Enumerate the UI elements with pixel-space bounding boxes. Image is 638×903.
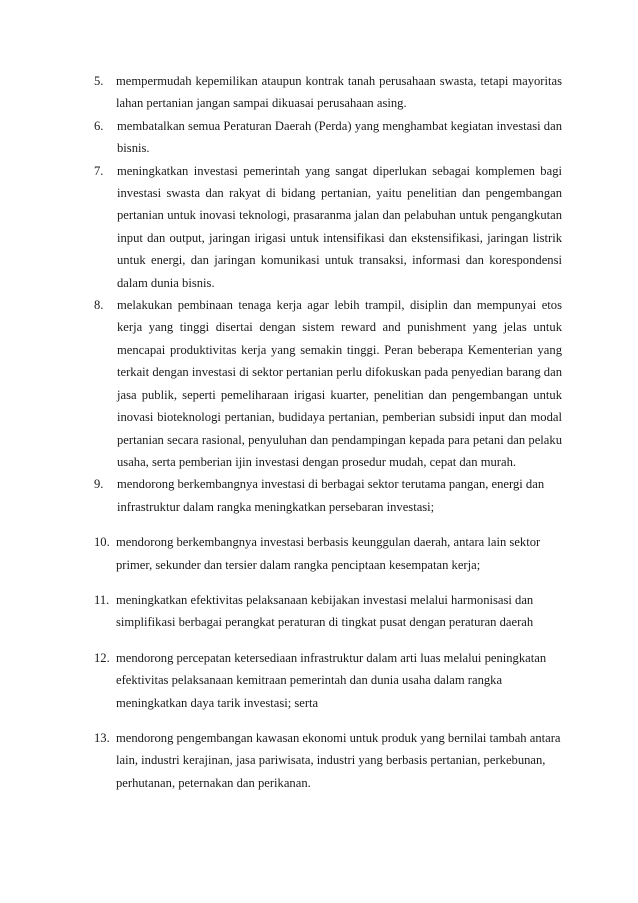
- list-item-number: 13.: [94, 730, 110, 745]
- list-item-number: 10.: [94, 535, 110, 550]
- list-item-text: mendorong pengembangan kawasan ekonomi untuk produk yang bernilai tambah antara lain, industri kerajinan, jasa pariwisata, industri yang berbasis pertanian, perkebunan, perhutanan, peternakan dan perikanan.: [116, 730, 561, 790]
- list-item: [94, 115, 562, 160]
- list-item-text: meningkatkan efektivitas pelaksanaan kebijakan investasi melalui harmonisasi dan simplifikasi berbagai perangkat peraturan di tingkat pusat dengan peraturan daerah: [116, 592, 534, 630]
- list-item-number: 7.: [94, 163, 104, 178]
- list-item-number: 11.: [94, 592, 110, 607]
- list-item-text: mendorong berkembangnya investasi berbasis keunggulan daerah, antara lain sektor primer, sekunder dan tersier dalam rangka penciptaan kesempatan kerja;: [116, 535, 541, 572]
- list-item: [94, 589, 562, 634]
- list-item-text: mendorong berkembangnya investasi di berbagai sektor terutama pangan, energi dan infrastruktur dalam rangka meningkatkan persebaran investasi;: [117, 477, 545, 514]
- list-item-text: melakukan pembinaan tenaga kerja agar lebih trampil, disiplin dan mempunyai etos kerja yang tinggi disertai dengan sistem reward and punishment yang jelas untuk mencapai produktivitas kerja yang semakin tinggi. Peran beberapa Kementerian yang terkait dengan investasi di sektor pertanian perlu difokuskan pada penyedian barang dan jasa publik, seperti pemeliharaan irigasi kuarter, penelitian dan pengembangan untuk inovasi bioteknologi pertanian, budidaya pertanian, pemberian subsidi input dan modal pertanian secara rasional, penyuluhan dan pendampingan kepada para petani dan pelaku usaha, serta pemberian ijin investasi dengan prosedur mudah, cepat dan murah.: [117, 298, 562, 469]
- list-item-text: meningkatkan investasi pemerintah yang sangat diperlukan sebagai komplemen bagi investasi swasta dan rakyat di bidang pertanian, yaitu penelitian dan pengembangan pertanian untuk inovasi teknologi, prasaranma jalan dan pelabuhan untuk pengangkutan input dan output, jaringan irigasi untuk intensifikasi dan ekstensifikasi, jaringan listrik untuk energi, dan jaringan komunikasi untuk transaksi, informasi dan korespondensi dalam dunia bisnis.: [117, 163, 562, 290]
- numbered-list: [94, 70, 562, 794]
- list-item-number: 12.: [94, 650, 110, 665]
- list-item-text: mendorong percepatan ketersediaan infrastruktur dalam arti luas melalui peningkatan efektivitas pelaksanaan kemitraan pemerintah dan dunia usaha dalam rangka meningkatkan daya tarik investasi; serta: [116, 650, 547, 710]
- list-item-number: 6.: [94, 118, 104, 133]
- list-item: [94, 727, 562, 794]
- list-item: [94, 647, 562, 714]
- list-item: [94, 531, 562, 576]
- list-item-text: mempermudah kepemilikan ataupun kontrak tanah perusahaan swasta, tetapi mayoritas lahan pertanian jangan sampai dikuasai perusahaan asing.: [116, 74, 562, 111]
- list-item-text: membatalkan semua Peraturan Daerah (Perda) yang menghambat kegiatan investasi dan bisnis.: [117, 118, 562, 156]
- list-item: [94, 294, 562, 473]
- list-item-number: 8.: [94, 298, 104, 313]
- list-item: [94, 160, 562, 294]
- list-item: [94, 473, 562, 518]
- list-item-number: 5.: [94, 74, 104, 88]
- list-item: [94, 70, 562, 115]
- list-item-number: 9.: [94, 477, 104, 492]
